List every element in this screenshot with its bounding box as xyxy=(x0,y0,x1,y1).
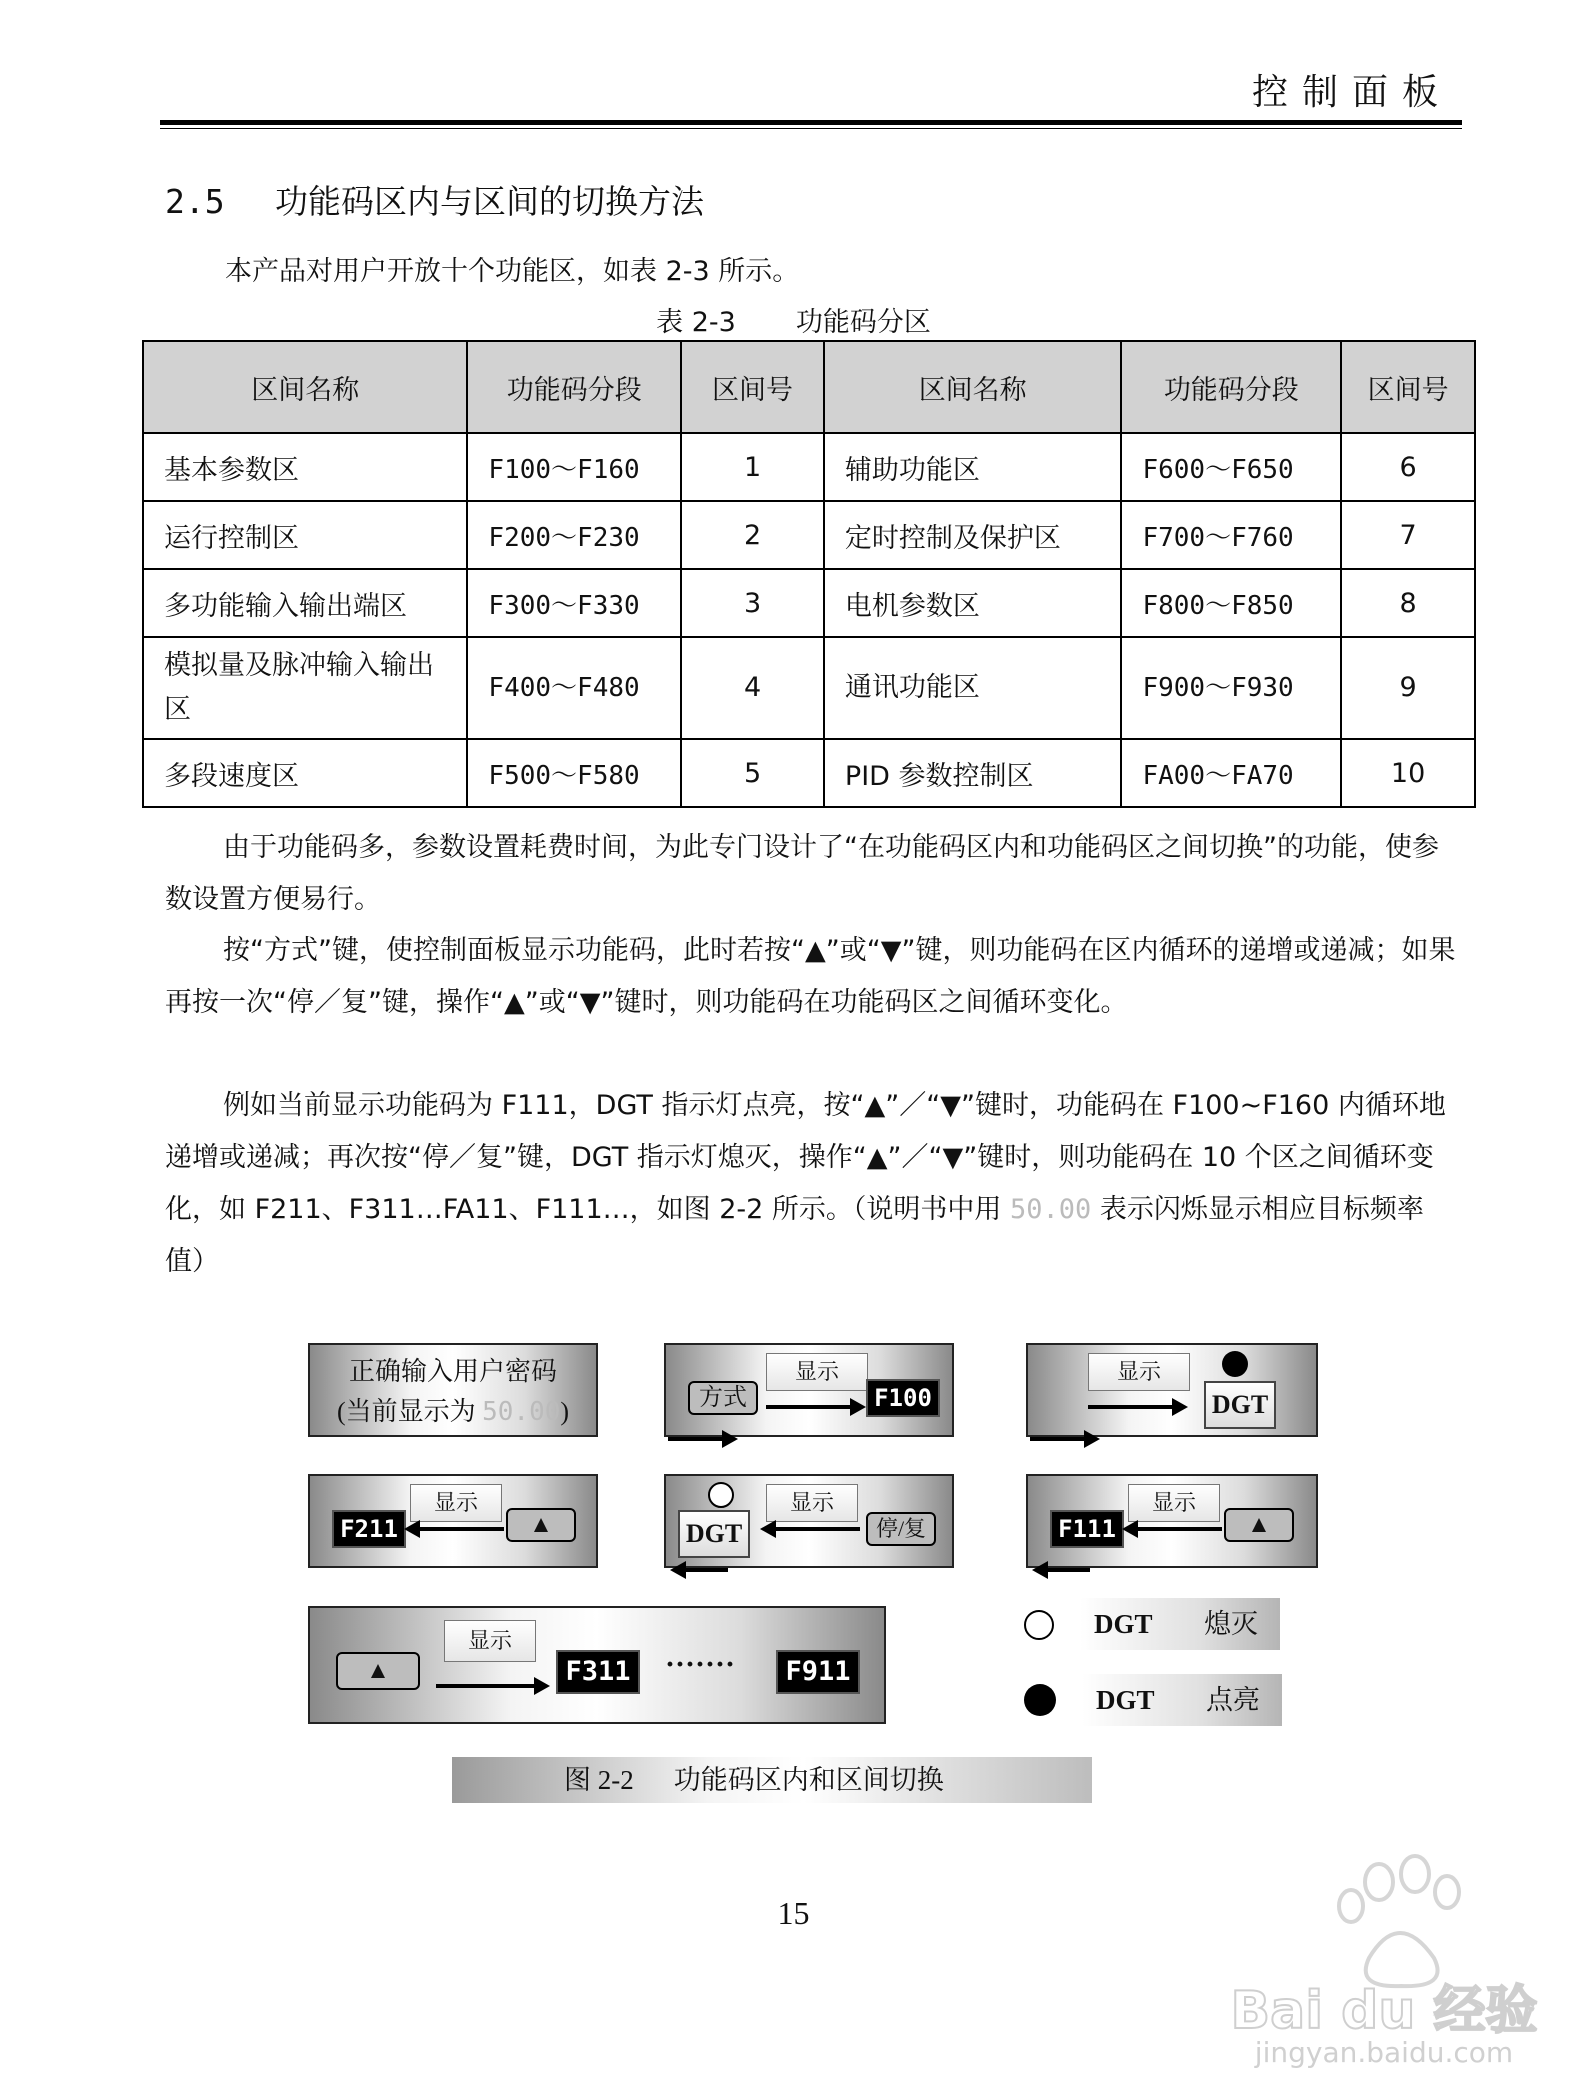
table-caption xyxy=(0,300,1587,339)
section-number: 2.5 xyxy=(165,182,225,221)
code-range: F400～F480 xyxy=(467,637,681,739)
code-range: FA00～FA70 xyxy=(1121,739,1341,807)
step-f111 xyxy=(1026,1474,1318,1568)
function-zone-table xyxy=(142,340,1476,808)
watermark-url: jingyan.baidu.com xyxy=(1254,2036,1514,2069)
zone-name: 多功能输入输出端区 xyxy=(143,569,467,637)
zone-name: 多段速度区 xyxy=(143,739,467,807)
table-row xyxy=(143,637,1475,739)
table-caption-number: 表 2-3 xyxy=(656,307,736,338)
code-range: F800～F850 xyxy=(1121,569,1341,637)
display-label: 显示 xyxy=(1128,1484,1220,1522)
arrow-line xyxy=(766,1405,852,1409)
header-cell: 区间名称 xyxy=(143,341,467,433)
code-range: F600～F650 xyxy=(1121,433,1341,501)
paragraph-3 xyxy=(165,1080,1457,1288)
legend-dgt-text: DGT xyxy=(1094,1609,1153,1639)
lcd-f911: F911 xyxy=(776,1650,860,1694)
arrow-right-icon xyxy=(534,1677,550,1695)
legend-on-label: 点亮 xyxy=(1206,1685,1260,1715)
flow-line xyxy=(1030,1437,1086,1441)
up-key: ▲ xyxy=(1224,1508,1294,1542)
code-range: F900～F930 xyxy=(1121,637,1341,739)
display-label: 显示 xyxy=(444,1620,536,1662)
table-header-row xyxy=(143,341,1475,433)
mode-key: 方式 xyxy=(688,1381,758,1415)
arrow-right-icon xyxy=(1172,1398,1188,1416)
header-cell: 区间号 xyxy=(681,341,824,433)
display-label: 显示 xyxy=(766,1484,858,1522)
ellipsis-dots: ······· xyxy=(664,1648,736,1681)
step-dgt-lit xyxy=(1026,1343,1318,1437)
zone-name: 运行控制区 xyxy=(143,501,467,569)
code-range: F700～F760 xyxy=(1121,501,1341,569)
lcd-f100: F100 xyxy=(866,1379,940,1417)
flow-line xyxy=(684,1568,728,1572)
zone-name: PID 参数控制区 xyxy=(824,739,1122,807)
header-cell: 功能码分段 xyxy=(467,341,681,433)
table-row xyxy=(143,569,1475,637)
blinking-frequency-sample: 50.00 xyxy=(1010,1194,1092,1225)
step-f211 xyxy=(308,1474,598,1568)
header-cell: 区间名称 xyxy=(824,341,1122,433)
display-label: 显示 xyxy=(766,1353,868,1391)
figure-caption xyxy=(452,1757,1092,1803)
dgt-indicator: DGT xyxy=(678,1510,750,1558)
step-stop-reset xyxy=(664,1474,954,1568)
step-mode-key xyxy=(664,1343,954,1437)
arrow-line xyxy=(1136,1527,1222,1531)
code-range: F500～F580 xyxy=(467,739,681,807)
code-range: F100～F160 xyxy=(467,433,681,501)
arrow-line xyxy=(418,1527,504,1531)
up-key: ▲ xyxy=(506,1508,576,1542)
lamp-off-legend-icon xyxy=(1024,1610,1054,1640)
zone-number: 6 xyxy=(1341,433,1475,501)
zone-number: 9 xyxy=(1341,637,1475,739)
code-range: F300～F330 xyxy=(467,569,681,637)
zone-number: 3 xyxy=(681,569,824,637)
table-row xyxy=(143,501,1475,569)
code-range: F200～F230 xyxy=(467,501,681,569)
zone-number: 7 xyxy=(1341,501,1475,569)
zone-number: 1 xyxy=(681,433,824,501)
zone-number: 5 xyxy=(681,739,824,807)
watermark-brand: Bai du 经验 xyxy=(1230,1981,1538,2041)
zone-number: 2 xyxy=(681,501,824,569)
zone-number: 4 xyxy=(681,637,824,739)
lcd-f111: F111 xyxy=(1050,1510,1124,1548)
header-rule xyxy=(160,120,1462,125)
zone-name: 定时控制及保护区 xyxy=(824,501,1122,569)
figure-caption-text: 功能码区内和区间切换 xyxy=(673,1765,944,1795)
paragraph-3-text: 例如当前显示功能码为 F111，DGT 指示灯点亮，按“▲”／“▼”键时，功能码在 F100~F160 内循环地递增或递减；再次按“停／复”键，DGT 指示灯熄灭，操作“▲”／“▼”键时，则功能码在 10 个区之间循环变化，如 F211、F311…FA11、F111…，如图 2-2 所示。（说明书中用 xyxy=(165,1090,1446,1225)
dgt-lamp-on-icon xyxy=(1222,1351,1248,1377)
password-line-1: 正确输入用户密码 xyxy=(348,1357,557,1386)
dgt-indicator: DGT xyxy=(1204,1381,1276,1429)
running-header: 控制面板 xyxy=(1251,72,1452,113)
display-label: 显示 xyxy=(1088,1353,1190,1391)
password-line-2 xyxy=(310,1391,596,1428)
page-number: 15 xyxy=(777,1895,810,1931)
table-row xyxy=(143,739,1475,807)
header-cell: 功能码分段 xyxy=(1121,341,1341,433)
up-key: ▲ xyxy=(336,1652,420,1690)
dgt-lamp-off-icon xyxy=(708,1482,734,1508)
zone-name: 基本参数区 xyxy=(143,433,467,501)
figure-caption-number: 图 2-2 xyxy=(564,1765,634,1795)
arrow-line xyxy=(774,1527,860,1531)
baidu-jingyan-watermark xyxy=(1229,1848,1539,2078)
arrow-right-icon xyxy=(1084,1430,1100,1448)
intro-paragraph: 本产品对用户开放十个功能区，如表 2-3 所示。 xyxy=(225,256,800,287)
password-line-2a: (当前显示为 xyxy=(336,1397,483,1426)
legend-off-label: 熄灭 xyxy=(1204,1609,1258,1639)
legend-dgt-off xyxy=(1080,1598,1280,1650)
paragraph-3-tail: 表示闪烁显示相应目标频率值） xyxy=(165,1194,1424,1277)
arrow-line xyxy=(1088,1405,1174,1409)
blinking-frequency-sample: 50.00 xyxy=(482,1397,561,1427)
lcd-f311: F311 xyxy=(556,1650,640,1694)
zone-name: 通讯功能区 xyxy=(824,637,1122,739)
arrow-right-icon xyxy=(850,1398,866,1416)
lamp-on-legend-icon xyxy=(1024,1684,1056,1716)
header-rule-thin xyxy=(160,128,1462,129)
flow-line xyxy=(668,1437,724,1441)
password-line-2b: ) xyxy=(560,1397,570,1426)
legend-dgt-on xyxy=(1082,1674,1282,1726)
arrow-right-icon xyxy=(722,1430,738,1448)
zone-name: 辅助功能区 xyxy=(824,433,1122,501)
zone-number: 8 xyxy=(1341,569,1475,637)
legend-dgt-text: DGT xyxy=(1096,1685,1155,1715)
paragraph-2: 按“方式”键，使控制面板显示功能码，此时若按“▲”或“▼”键，则功能码在区内循环的递增或递减；如果再按一次“停／复”键，操作“▲”或“▼”键时，则功能码在功能码区之间循环变化。 xyxy=(165,935,1456,1018)
arrow-line xyxy=(436,1684,536,1688)
zone-name: 电机参数区 xyxy=(824,569,1122,637)
section-heading xyxy=(165,176,704,223)
zone-number: 10 xyxy=(1341,739,1475,807)
flow-line xyxy=(1046,1568,1090,1572)
table-caption-text: 功能码分区 xyxy=(795,307,931,338)
lcd-f211: F211 xyxy=(332,1510,406,1548)
step-zone-cycle xyxy=(308,1606,886,1724)
table-row xyxy=(143,433,1475,501)
paragraph-1: 由于功能码多，参数设置耗费时间，为此专门设计了“在功能码区内和功能码区之间切换”的功能，使参数设置方便易行。 xyxy=(165,832,1439,915)
stop-reset-key: 停/复 xyxy=(866,1512,936,1546)
step-enter-password xyxy=(308,1343,598,1437)
section-title: 功能码区内与区间的切换方法 xyxy=(275,182,704,221)
display-label: 显示 xyxy=(410,1484,502,1522)
header-cell: 区间号 xyxy=(1341,341,1475,433)
zone-name: 模拟量及脉冲输入输出区 xyxy=(143,637,467,739)
